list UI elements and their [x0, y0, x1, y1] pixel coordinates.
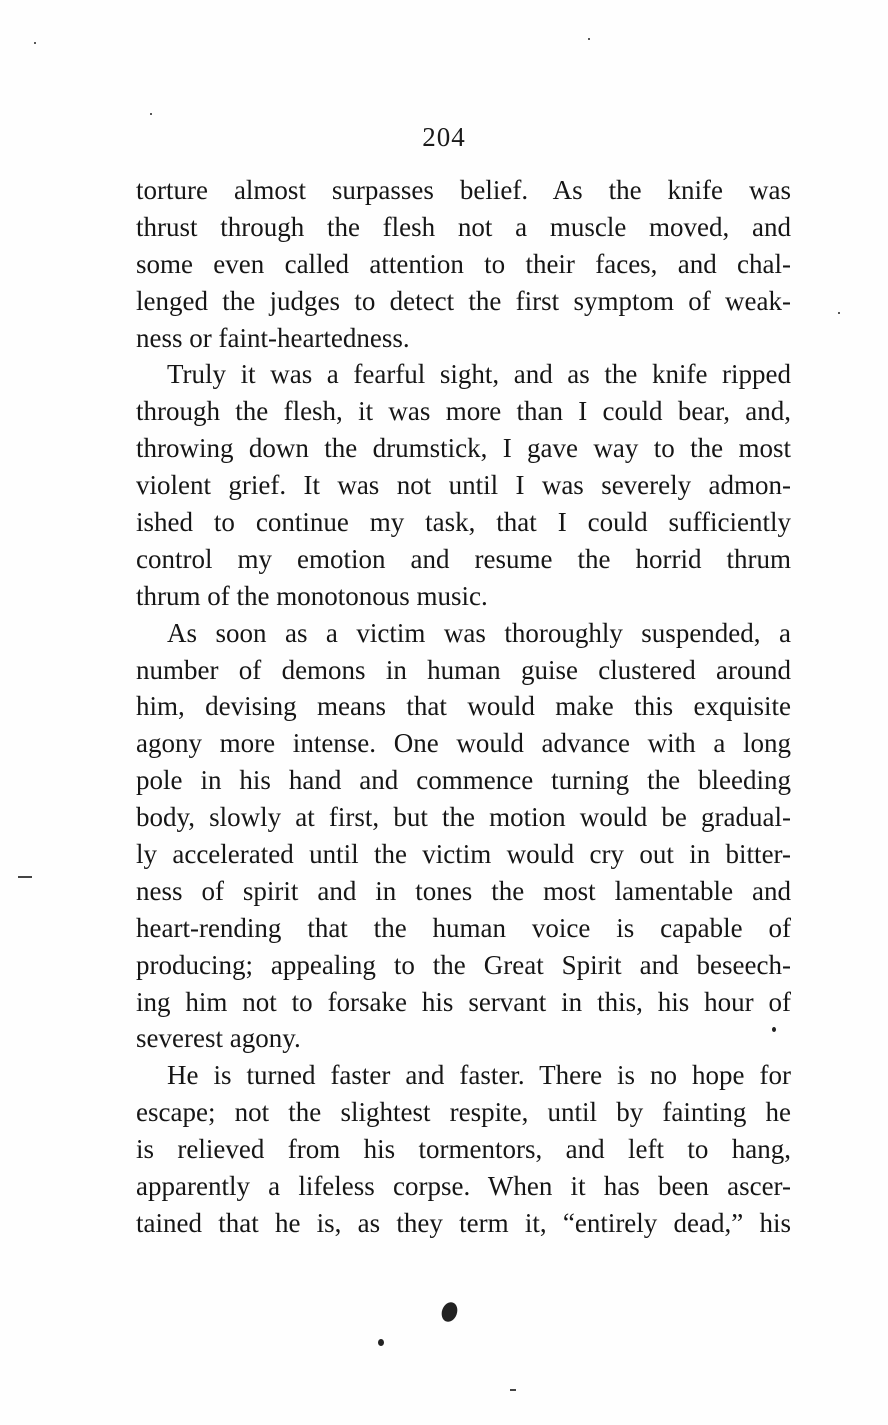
text-line: him, devising means that would make this exquisite [136, 691, 791, 722]
scan-speck [34, 42, 36, 44]
text-line: producing; appealing to the Great Spirit and beseech- [136, 949, 791, 980]
paragraph-4 [136, 1057, 791, 1241]
scan-speck [378, 1339, 384, 1346]
text-line: As soon as a victim was thoroughly suspended, a [167, 617, 791, 648]
text-line: number of demons in human guise clustered around [136, 654, 791, 685]
scan-mark [18, 876, 32, 878]
scan-speck [588, 38, 590, 40]
text-line: ness or faint-heartedness. [136, 322, 410, 353]
text-line: tained that he is, as they term it, “entirely dead,” his [136, 1207, 791, 1238]
text-line: body, slowly at first, but the motion would be gradual- [136, 802, 791, 833]
text-line: He is turned faster and faster. There is no hope for [167, 1060, 791, 1091]
text-line: lenged the judges to detect the first symptom of weak- [136, 285, 791, 316]
text-line: some even called attention to their faces, and chal- [136, 248, 791, 279]
page-number: 204 [422, 122, 466, 152]
text-line: heart-rending that the human voice is capable of [136, 912, 791, 943]
text-line: through the flesh, it was more than I could bear, and, [136, 396, 791, 427]
text-line: apparently a lifeless corpse. When it has been ascer- [136, 1171, 791, 1202]
text-line: pole in his hand and commence turning the bleeding [136, 765, 791, 796]
text-line: ness of spirit and in tones the most lamentable and [136, 875, 791, 906]
scan-speck [439, 1300, 460, 1324]
scan-speck [772, 1027, 776, 1032]
text-line: control my emotion and resume the horrid thrum [136, 543, 791, 574]
text-line: torture almost surpasses belief. As the knife was [136, 175, 791, 205]
paragraph-2 [136, 356, 791, 614]
text-line: throwing down the drumstick, I gave way to the most [136, 433, 791, 464]
body-text [136, 172, 791, 1242]
paragraph-1 [136, 172, 791, 356]
text-line: Truly it was a fearful sight, and as the knife ripped [167, 359, 791, 390]
text-line: ished to continue my task, that I could sufficiently [136, 507, 791, 538]
text-line: violent grief. It was not until I was severely admon- [136, 470, 791, 501]
scan-mark [510, 1389, 516, 1391]
scan-speck [838, 312, 840, 314]
text-line: ing him not to forsake his servant in this, his hour of [136, 986, 791, 1017]
paragraph-3 [136, 615, 791, 1058]
text-line: thrust through the flesh not a muscle moved, and [136, 211, 791, 242]
text-line: thrum of the monotonous music. [136, 580, 488, 611]
text-line: ly accelerated until the victim would cry out in bitter- [136, 839, 791, 870]
text-line: agony more intense. One would advance with a long [136, 728, 791, 759]
scan-speck [150, 113, 152, 115]
text-line: severest agony. [136, 1023, 301, 1054]
text-line: is relieved from his tormentors, and left to hang, [136, 1134, 791, 1165]
text-line: escape; not the slightest respite, until by fainting he [136, 1097, 791, 1128]
